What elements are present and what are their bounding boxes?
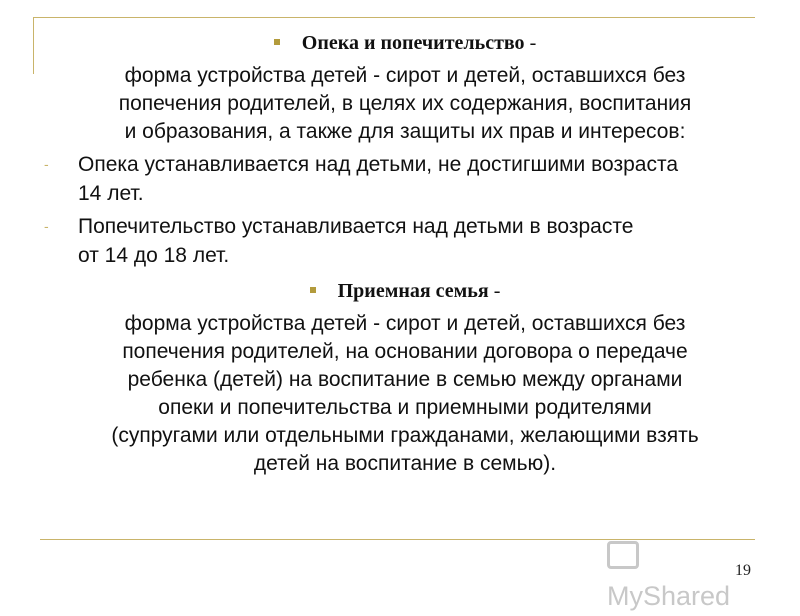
text-line: Попечительство устанавливается над детьми в возрасте	[78, 215, 634, 238]
heading-title: Опека и попечительство	[301, 32, 525, 54]
text-line: ребенка (детей) на воспитание в семью между органами	[127, 368, 683, 391]
list-item	[40, 150, 770, 208]
square-bullet-icon	[274, 39, 280, 45]
definition-paragraph	[40, 62, 770, 146]
text-line: форма устройства детей - сирот и детей, оставшихся без	[124, 64, 686, 87]
slide-content	[40, 28, 770, 478]
text-line: опеки и попечительства и приемными родителями	[158, 396, 652, 419]
definition-paragraph	[40, 310, 770, 478]
frame-left-line	[33, 17, 34, 74]
dash-bullet-icon: -	[44, 156, 49, 172]
square-bullet-icon	[310, 287, 316, 293]
text-line: попечения родителей, в целях их содержания, воспитания	[118, 92, 692, 115]
presentation-icon	[607, 541, 639, 569]
frame-top-line	[33, 17, 755, 18]
heading-suffix: -	[524, 32, 537, 54]
page-number: 19	[735, 562, 751, 579]
watermark-text: MyShared	[607, 581, 731, 611]
text-line: и образования, а также для защиты их прав и интересов:	[124, 120, 686, 143]
heading-title: Приемная семья	[337, 280, 489, 302]
section-heading-guardianship	[40, 28, 770, 58]
text-line: Опека устанавливается над детьми, не достигшими возраста	[78, 153, 679, 176]
text-line: 14 лет.	[78, 182, 144, 205]
text-line: форма устройства детей - сирот и детей, оставшихся без	[124, 312, 686, 335]
list-item	[40, 212, 770, 270]
text-line: попечения родителей, на основании договора о передаче	[122, 340, 688, 363]
section-heading-foster-family	[40, 276, 770, 306]
text-line: от 14 до 18 лет.	[78, 244, 230, 267]
heading-suffix: -	[488, 280, 501, 302]
dash-bullet-icon: -	[44, 218, 49, 234]
text-line: детей на воспитание в семью).	[253, 452, 557, 475]
text-line: (супругами или отдельными гражданами, желающими взять	[111, 424, 699, 447]
